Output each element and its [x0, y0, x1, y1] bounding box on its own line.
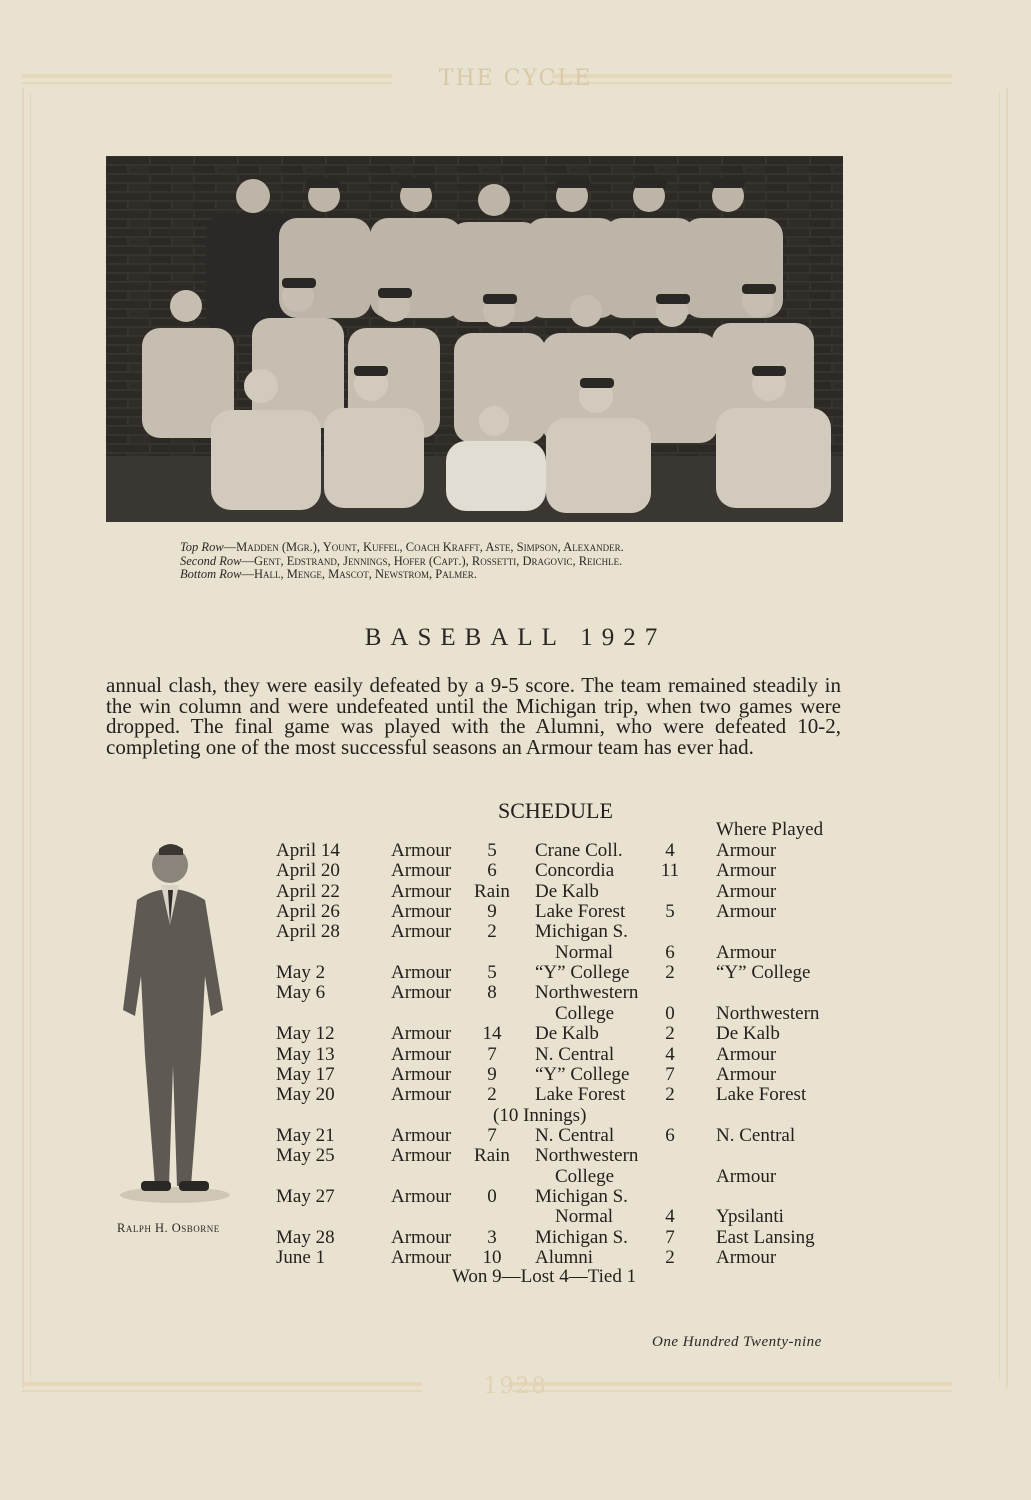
- running-head: THE CYCLE: [438, 66, 593, 91]
- photo-caption: [180, 541, 800, 582]
- schedule-score: 8: [487, 982, 497, 1003]
- schedule-opp: Michigan S.: [535, 921, 628, 942]
- schedule-opp: Northwestern: [535, 1145, 639, 1166]
- schedule-date: April 14: [276, 840, 340, 861]
- schedule-score: 9: [487, 901, 497, 922]
- schedule-date: May 25: [276, 1145, 335, 1166]
- frame-left-inner: [30, 92, 31, 1382]
- schedule-where: Armour: [716, 881, 777, 902]
- schedule-opp-score: 7: [665, 1227, 675, 1248]
- schedule-opp: Lake Forest: [535, 1084, 626, 1105]
- schedule-where: Ypsilanti: [716, 1206, 784, 1227]
- schedule-where: Northwestern: [716, 1003, 820, 1024]
- schedule-score: Rain: [474, 881, 510, 902]
- schedule-opp-score: 5: [665, 901, 675, 922]
- schedule-team: Armour: [391, 921, 452, 942]
- schedule-score: 10: [482, 1247, 502, 1268]
- schedule-team: Armour: [391, 962, 452, 983]
- schedule-opp-score: [655, 1187, 685, 1207]
- schedule-score: 0: [487, 1186, 497, 1207]
- schedule-date: May 17: [276, 1064, 335, 1085]
- schedule-opp-score: 2: [665, 1023, 675, 1044]
- caption-top-row: Top Row—Madden (Mgr.), Yount, Kuffel, Coach Krafft, Aste, Simpson, Alexander.: [180, 540, 624, 554]
- schedule-score: 2: [487, 1084, 497, 1105]
- schedule-date: May 27: [276, 1186, 335, 1207]
- schedule-opp: Northwestern: [535, 982, 639, 1003]
- schedule-where: De Kalb: [716, 1023, 780, 1044]
- schedule-opp: “Y” College: [535, 962, 630, 983]
- schedule-where: N. Central: [716, 1125, 796, 1146]
- article-body: annual clash, they were easily defeated by a 9-5 score. The team remained steadily in the win column and were undefeated until the Michigan trip, when two games were dropped. The final game was played with the Alumni, who were defeated 10-2, completing one of the most successful seasons an Armour team has ever had.: [106, 673, 841, 759]
- schedule-score: [472, 1004, 512, 1024]
- schedule-opp: Michigan S.: [535, 1186, 628, 1207]
- schedule-date: May 28: [276, 1227, 335, 1248]
- schedule-score: 7: [487, 1044, 497, 1065]
- schedule-where: Lake Forest: [716, 1084, 807, 1105]
- schedule-where: Armour: [716, 942, 777, 963]
- schedule-opp-score: [655, 1167, 685, 1187]
- schedule-team: Armour: [391, 860, 452, 881]
- caption-second-row: Second Row—Gent, Edstrand, Jennings, Hofer (Capt.), Rossetti, Dragovic, Reichle.: [180, 553, 623, 568]
- schedule-date: May 20: [276, 1084, 335, 1105]
- schedule-score: 3: [487, 1227, 497, 1248]
- schedule-date: June 1: [276, 1247, 326, 1268]
- schedule-date: April 28: [276, 921, 340, 942]
- schedule-date: May 6: [276, 982, 326, 1003]
- schedule-team: Armour: [391, 1247, 452, 1268]
- schedule-score: 5: [487, 962, 497, 983]
- schedule-opp-score: 2: [665, 1084, 675, 1105]
- schedule-date: May 12: [276, 1023, 335, 1044]
- page-number: One Hundred Twenty-nine: [652, 1334, 822, 1350]
- schedule-team: Armour: [391, 1064, 452, 1085]
- schedule-opp: Crane Coll.: [535, 840, 623, 861]
- schedule-team: Armour: [391, 901, 452, 922]
- frame-right: [1006, 88, 1008, 1388]
- schedule-team: Armour: [391, 1125, 452, 1146]
- schedule-opp-score: 4: [665, 1206, 675, 1227]
- schedule-team: Armour: [391, 1227, 452, 1248]
- schedule-opp: N. Central: [535, 1044, 615, 1065]
- schedule-opp-score: 6: [665, 1125, 675, 1146]
- schedule-opp: Concordia: [535, 860, 615, 881]
- schedule-where: Armour: [716, 1064, 777, 1085]
- schedule-opp: College: [555, 1003, 615, 1024]
- schedule-opp: College: [555, 1166, 615, 1187]
- schedule-team: Armour: [391, 1084, 452, 1105]
- schedule-score: 2: [487, 921, 497, 942]
- schedule-where: Armour: [716, 1247, 777, 1268]
- schedule-score: 9: [487, 1064, 497, 1085]
- schedule-opp: De Kalb: [535, 881, 599, 902]
- schedule-date: April 22: [276, 881, 340, 902]
- schedule-score: Rain: [474, 1145, 510, 1166]
- schedule-score: 6: [487, 860, 497, 881]
- running-foot: 1928: [483, 1374, 548, 1399]
- schedule-team: Armour: [391, 982, 452, 1003]
- schedule-opp: Alumni: [535, 1247, 594, 1268]
- schedule-opp-score: [655, 882, 685, 902]
- schedule-opp: (10 Innings): [493, 1105, 587, 1126]
- team-photo-icon: [106, 156, 843, 522]
- schedule-team: Armour: [391, 840, 452, 861]
- schedule-score: 7: [487, 1125, 497, 1146]
- schedule-where: Armour: [716, 860, 777, 881]
- where-played-header: Where Played: [716, 819, 824, 840]
- schedule-opp: Normal: [555, 1206, 614, 1227]
- schedule-date: May 13: [276, 1044, 335, 1065]
- schedule-team: Armour: [391, 1044, 452, 1065]
- schedule-where: Armour: [716, 1044, 777, 1065]
- schedule-score: [472, 943, 512, 963]
- schedule-team: Armour: [391, 1145, 452, 1166]
- schedule-opp-score: 4: [665, 840, 675, 861]
- schedule-opp-score: 7: [665, 1064, 675, 1085]
- schedule-opp: Michigan S.: [535, 1227, 628, 1248]
- schedule-opp-score: 2: [665, 962, 675, 983]
- schedule-title: SCHEDULE: [498, 798, 613, 823]
- caption-bottom-row: Bottom Row—Hall, Menge, Mascot, Newstrom, Palmer.: [180, 567, 477, 581]
- schedule-opp-score: [655, 983, 685, 1003]
- schedule-where: East Lansing: [716, 1227, 815, 1248]
- schedule-date: April 26: [276, 901, 340, 922]
- season-record: Won 9—Lost 4—Tied 1: [452, 1266, 637, 1287]
- schedule-date: May 2: [276, 962, 326, 983]
- schedule-team: Armour: [391, 1186, 452, 1207]
- schedule-opp-score: 2: [665, 1247, 675, 1268]
- article-title: BASEBALL 1927: [364, 624, 667, 651]
- schedule-score: [472, 1207, 512, 1227]
- schedule-score: [472, 1167, 512, 1187]
- schedule-opp: De Kalb: [535, 1023, 599, 1044]
- schedule-opp-score: [655, 922, 685, 942]
- schedule-date: May 21: [276, 1125, 335, 1146]
- schedule-team: Armour: [391, 881, 452, 902]
- person-portrait-icon: [115, 835, 235, 1205]
- schedule-where: Armour: [716, 901, 777, 922]
- portrait-photo: [115, 835, 235, 1205]
- frame-right-inner: [999, 92, 1000, 1382]
- schedule-date: April 20: [276, 860, 340, 881]
- schedule-where: Armour: [716, 1166, 777, 1187]
- schedule-opp-score: 0: [665, 1003, 675, 1024]
- schedule-opp: N. Central: [535, 1125, 615, 1146]
- schedule-opp-score: [655, 1106, 685, 1126]
- schedule-opp-score: 4: [665, 1044, 675, 1065]
- schedule-opp-score: [655, 1146, 685, 1166]
- team-photo: [106, 156, 843, 522]
- schedule-where: Armour: [716, 840, 777, 861]
- frame-left: [22, 88, 24, 1388]
- schedule-score: 5: [487, 840, 497, 861]
- portrait-caption: Ralph H. Osborne: [117, 1221, 220, 1235]
- schedule-score: 14: [482, 1023, 502, 1044]
- schedule-team: Armour: [391, 1023, 452, 1044]
- schedule-opp-score: 11: [660, 860, 680, 881]
- schedule-opp: Lake Forest: [535, 901, 626, 922]
- schedule-where: “Y” College: [716, 962, 811, 983]
- schedule-opp: “Y” College: [535, 1064, 630, 1085]
- schedule-opp: Normal: [555, 942, 614, 963]
- schedule-opp-score: 6: [665, 942, 675, 963]
